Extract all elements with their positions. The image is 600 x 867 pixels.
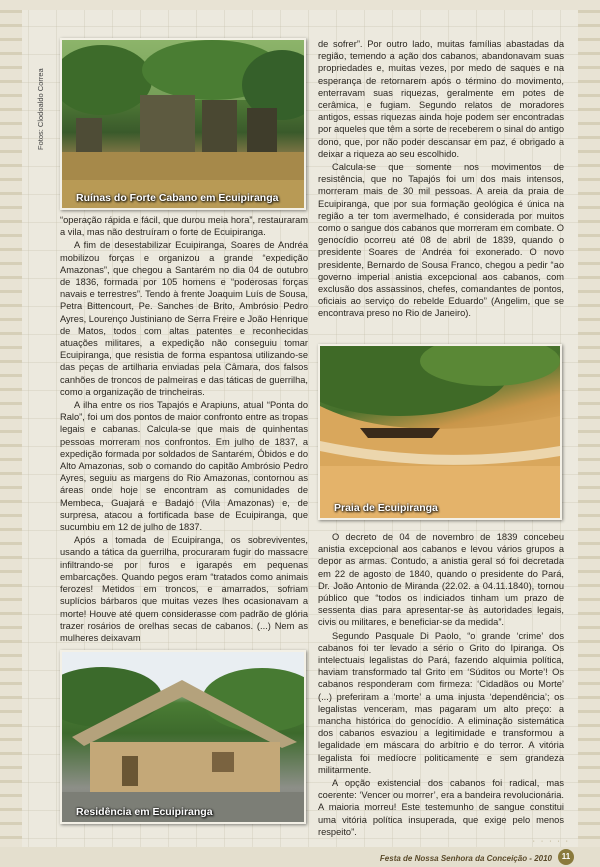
left-paragraph-4: Após a tomada de Ecuipiranga, os sobreviventes, usando a tática da guerrilha, procuraram fugir do massacre infiltrando-se por furos e igarapés em pequenas embarcações. Quando pegos eram “tratados como animais ferozes! Metidos em troncos, e amarrados, sofriam suplícios bárbaros que muitas vezes lhes ocasionavam a morte! Houve até quem considerasse com padrão de glória trazer rosários de orelhas secas de cabanos. (...) Nem as mulheres deixavam xyxy=(60,535,308,643)
photo-credit: Fotos: Clodoaldo Correa xyxy=(36,68,45,150)
top-border xyxy=(0,0,600,10)
house-caption: Residência em Ecuipiranga xyxy=(76,806,213,818)
left-border xyxy=(0,0,22,867)
right-paragraph-5: A opção existencial dos cabanos foi radical, mas coerente: ‘Vencer ou morrer’, era a bandeira revolucionária. A maioria morreu! Este testemunho de sangue constitui uma vitória política insuperada, que exige pelo menos respeito”. xyxy=(318,778,564,837)
right-column-top xyxy=(318,38,564,321)
beach-illustration xyxy=(320,346,560,518)
right-paragraph-3: O decreto de 04 de novembro de 1839 concebeu anistia excepcional aos cabanos e levou vários grupos a depor as armas. Contudo, a anistia geral só foi decretada em 22 de agosto de 1840, quando o presidente do Pará, Dr. João Antonio de Miranda (22.02. a 04.11.1840), tornou público que “todos os indiciados tinham um prazo de sessenta dias para apresentar-se às autoridades legais, civis ou militares, e beneficiar-se da medida”. xyxy=(318,532,564,628)
right-paragraph-4: Segundo Pasquale Di Paolo, “o grande ‘crime’ dos cabanos foi ter levado a sério o Grito do Ipiranga. Os intelectuais legalistas do Pará, fazendo alquimia política, haviam transformado tal Grito em ‘Súditos ou Morte’! Os cabanos responderam com firmeza: ‘Cidadãos ou Morte’ (...) preferiram a ‘morte’ a uma injusta ‘dependência’; os legalistas venceram, mas pagaram um alto preço: a mancha histórica do genocídio. A eliminação sistemática dos cabanos esvaziou a legitimidade e transformou a legalidade em máscara do arbítrio e do terror. A vitória legalista foi medíocre politicamente e sem grandeza militarmente. xyxy=(318,630,564,775)
left-paragraph-3: A ilha entre os rios Tapajós e Arapiuns, atual “Ponta do Ralo”, foi um dos pontos de maior confronto entre as tropas legais e cabanas. Calcula-se que mais de quinhentas pessoas morreram nos confrontos. Em julho de 1837, a expedição formada por soldados de Santarém, Óbidos e do Alto Amazonas, sob o comando do capitão Ambrósio Pedro Ayres, seguiu as margens do Rio Amazonas, contornou as áreas onde hoje se encontram as comunidades de Membeca, Guajará e Badajó (Vila Amazonas) e, de surpresa, atacou a fortificada base de Ecuipiranga, que sucumbiu em 12 de julho de 1837. xyxy=(60,400,308,533)
ruins-photo xyxy=(60,38,306,210)
house-illustration xyxy=(62,652,304,822)
right-paragraph-1: de sofrer”. Por outro lado, muitas famílias abastadas da região, temendo a ação dos cabanos, abandonavam suas propriedades e, muitas vezes, por medo de saques e na esperança de retornarem após o término do movimento, enterravam suas riquezas, geralmente em potes de cerâmica, e fugiam. Segundo relatos de moradores antigos, essas riquezas ainda hoje podem ser encontradas por aqueles que têm a sorte de receberem o sinal do antigo dono, que, por não poder descansar em paz, é obrigado a deixar a riqueza ao seu escolhido. xyxy=(318,39,565,159)
right-column-bottom xyxy=(318,531,564,839)
beach-caption: Praia de Ecuipiranga xyxy=(334,502,438,514)
footer-decoration: · · · · · xyxy=(532,838,570,845)
house-photo xyxy=(60,650,306,824)
right-paragraph-2: Calcula-se que somente nos movimentos de resistência, que no Tapajós foi um dos mais intensos, morreram mais de 30 mil pessoas. A areia da praia de Ecuipiranga, que por sua formação geológica é única na região a ter tom avermelhado, é considerada por muitos como o sangue dos cabanos que morreram em combate. O genocídio ocorreu até 08 de abril de 1839, quando o presidente Soares de Andréa foi exonerado. O novo presidente, Bernardo de Sousa Franco, chegou a pedir “ao governo imperial anistia excepcional aos cabanos, com exclusão dos assassinos, chefes, comandantes de pontos, oficiais ao serviço do rebelde Eduardo” (Angelim, que se encontrava preso no Rio de Janeiro). xyxy=(318,162,564,319)
footer-title: Festa de Nossa Senhora da Conceição - 2010 xyxy=(379,854,552,863)
ruins-illustration xyxy=(62,40,304,208)
ruins-caption: Ruínas do Forte Cabano em Ecuipiranga xyxy=(76,192,279,204)
left-paragraph-1: “operação rápida e fácil, que durou meia hora”, restauraram a vila, mas não destruíram o forte de Ecuipiranga. xyxy=(60,215,308,238)
left-column xyxy=(60,214,308,645)
left-paragraph-2: A fim de desestabilizar Ecuipiranga, Soares de Andréa mobilizou forças e organizou a grande “expedição Amazonas”, que chegou a Santarém no dia 04 de outubro de 1836, formada por 105 homens e “poderosas forças navais e terrestres”. Tendo à frente Joaquim Luís de Sousa, Petra Bittencourt, Pe. Sanches de Brito, Ambrósio Pedro Ayres, Lourenço Justiniano de Serra Freire e João Henrique de Matos, todos com altas patentes e reconhecidas atuações militares, a expedição não conseguiu tomar Ecuipiranga, que resistia de forma espantosa utilizando-se das peças de artilharia enviadas pela Câmara, dos falsos canhões de troncos de palmeiras e das táticas de guerrilha, como a organização de trincheiras. xyxy=(60,240,308,397)
right-border xyxy=(578,0,600,867)
beach-photo xyxy=(318,344,562,520)
page-number: 11 xyxy=(558,849,574,865)
